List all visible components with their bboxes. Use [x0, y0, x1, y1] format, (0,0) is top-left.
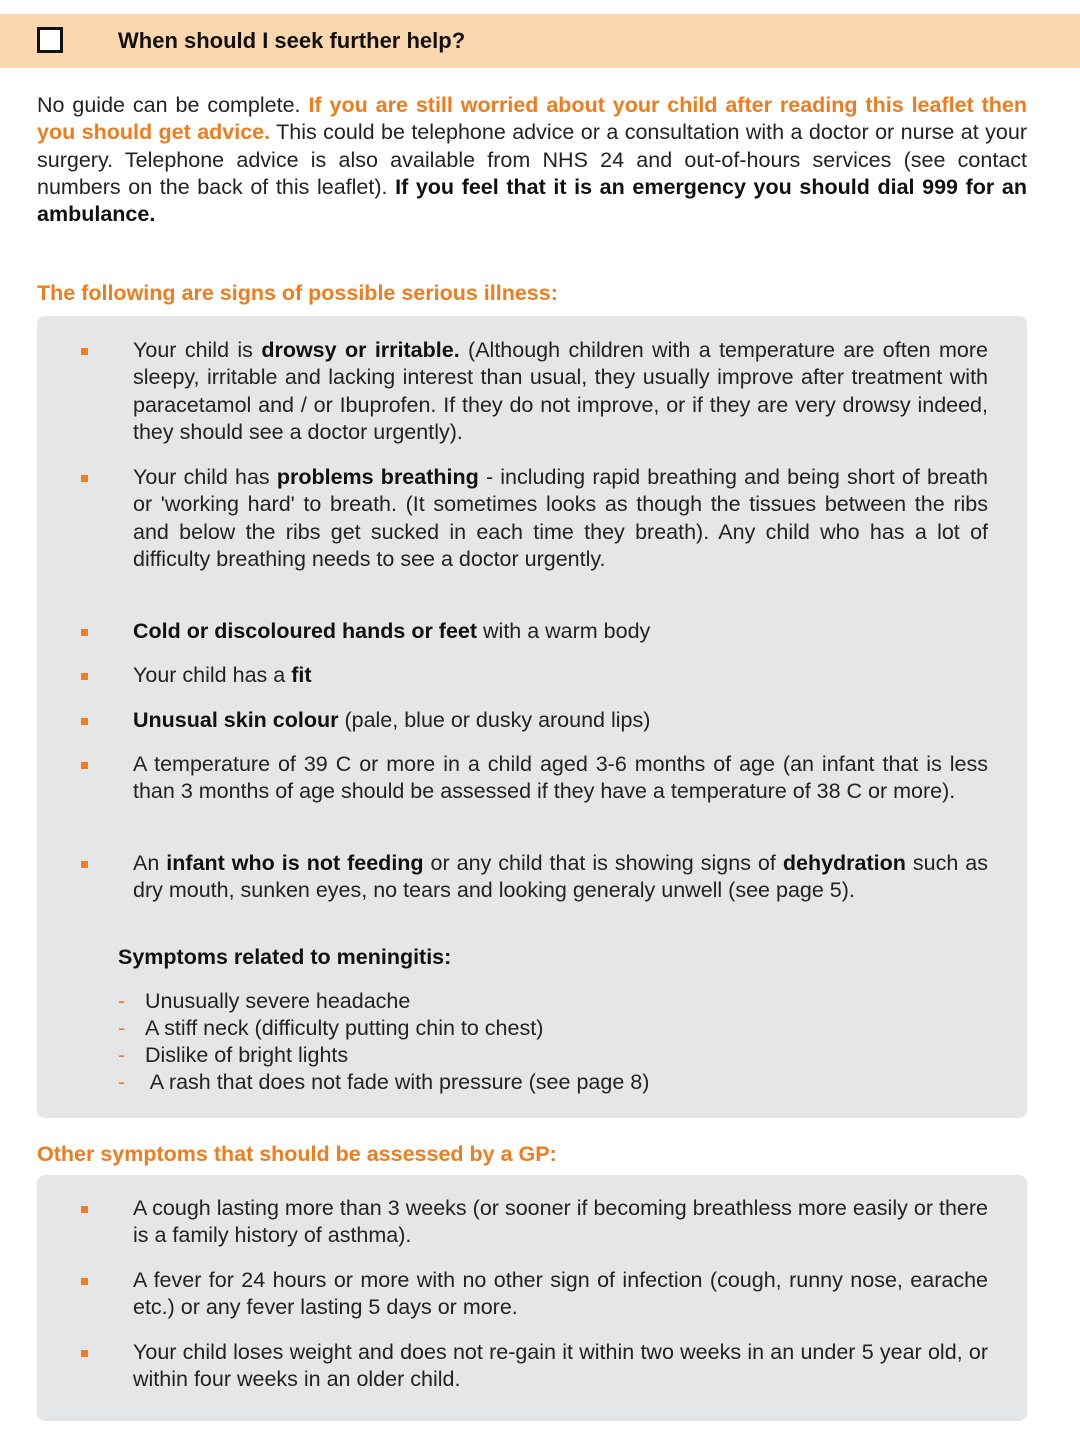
list-item: A cough lasting more than 3 weeks (or sooner if becoming breathless more easily or there is a family history of asthma).: [133, 1195, 988, 1250]
intro-emergency: If you feel that it is an emergency you should dial 999 for an ambulance.: [37, 174, 1027, 227]
bullet-icon: [81, 673, 88, 680]
bullet-icon: [81, 718, 88, 725]
intro-text: This could be telephone advice or a consultation with a doctor or nurse at your surgery. Telephone advice is also available from NHS 24 and out-of-hours services (see contact numbers on the back of this leaflet).: [37, 120, 1027, 199]
bullet-icon: [81, 475, 88, 482]
list-item: A temperature of 39 C or more in a child aged 3-6 months of age (an infant that is less than 3 months of age should be assessed if they have a temperature of 38 C or more).: [133, 751, 988, 806]
list-item: Cold or discoloured hands or feet with a warm body: [133, 618, 988, 645]
serious-illness-panel: [37, 316, 1027, 1118]
meningitis-item: - Unusually severe headache: [118, 989, 411, 1013]
meningitis-item: - Dislike of bright lights: [118, 1043, 349, 1067]
checkbox[interactable]: [37, 27, 63, 53]
serious-illness-heading: The following are signs of possible serious illness:: [37, 281, 558, 305]
meningitis-item: - A stiff neck (difficulty putting chin to chest): [118, 1016, 544, 1040]
list-item: Your child loses weight and does not re-gain it within two weeks in an under 5 year old, or within four weeks in an older child.: [133, 1339, 988, 1394]
bullet-icon: [81, 629, 88, 636]
list-item: An infant who is not feeding or any child that is showing signs of dehydration such as dry mouth, sunken eyes, no tears and looking generaly unwell (see page 5).: [133, 850, 988, 905]
meningitis-heading: Symptoms related to meningitis:: [118, 945, 452, 969]
intro-text: No guide can be complete.: [37, 93, 309, 117]
intro-paragraph: [37, 92, 1027, 228]
list-item: A fever for 24 hours or more with no other sign of infection (cough, runny nose, earache etc.) or any fever lasting 5 days or more.: [133, 1267, 988, 1322]
gp-symptoms-heading: Other symptoms that should be assessed by a GP:: [37, 1142, 557, 1166]
bullet-icon: [81, 1350, 88, 1357]
list-item: Your child is drowsy or irritable. (Although children with a temperature are often more sleepy, irritable and lacking interest than usual, they usually improve after treatment with paracetamol and / or Ibuprofen. If they do not improve, or if they are very drowsy indeed, they should see a doctor urgently).: [133, 337, 988, 446]
section-title: When should I seek further help?: [118, 28, 466, 53]
bullet-icon: [81, 1206, 88, 1213]
bullet-icon: [81, 861, 88, 868]
bullet-icon: [81, 348, 88, 355]
list-item: Your child has problems breathing - including rapid breathing and being short of breath or 'working hard' to breath. (It sometimes looks as though the tissues between the ribs and below the ribs get sucked in each time they breath). Any child who has a lot of difficulty breathing needs to see a doctor urgently.: [133, 464, 988, 573]
list-item: Your child has a fit: [133, 662, 988, 689]
list-item: Unusual skin colour (pale, blue or dusky around lips): [133, 707, 988, 734]
intro-highlight: If you are still worried about your child after reading this leaflet then you should get advice.: [37, 93, 1027, 145]
meningitis-item: - A rash that does not fade with pressure (see page 8): [118, 1070, 650, 1094]
bullet-icon: [81, 1278, 88, 1285]
bullet-icon: [81, 762, 88, 769]
gp-symptoms-panel: [37, 1175, 1027, 1421]
